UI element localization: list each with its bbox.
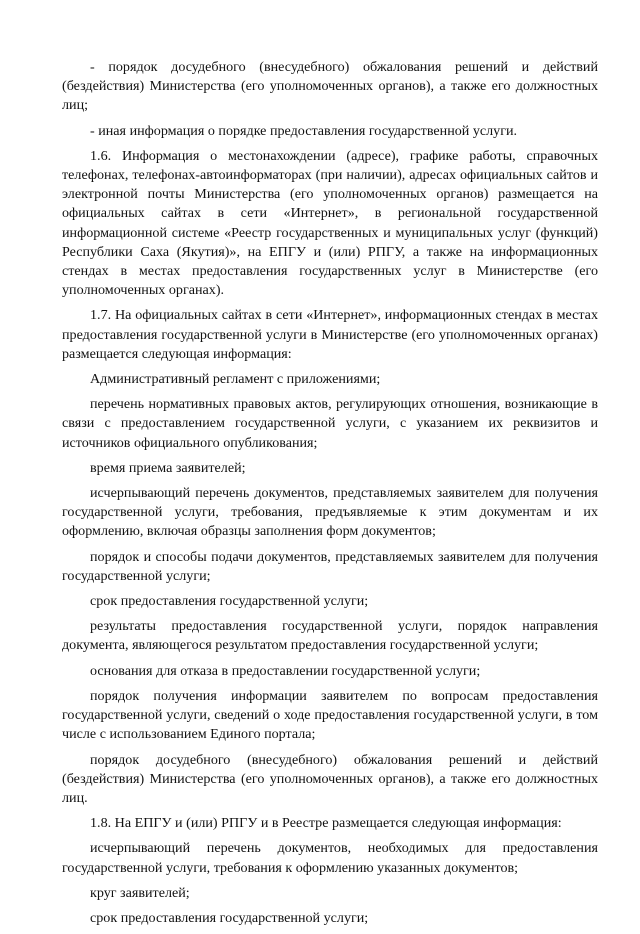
paragraph-1-8: 1.8. На ЕПГУ и (или) РПГУ и в Реестре размещается следующая информация: bbox=[90, 815, 562, 832]
paragraph-submission-methods: порядок и способы подачи документов, представляемых заявителем для получения государственной услуги; bbox=[62, 548, 598, 584]
paragraph-service-results: результаты предоставления государственной услуги, порядок направления документа, являющегося результатом предоставления государственной услуги; bbox=[62, 618, 598, 654]
paragraph-service-term-2: срок предоставления государственной услуги; bbox=[90, 909, 369, 926]
paragraph-service-term: срок предоставления государственной услуги; bbox=[90, 593, 369, 610]
paragraph-refusal-grounds: основания для отказа в предоставлении государственной услуги; bbox=[90, 662, 481, 679]
paragraph-info-procedure: порядок получения информации заявителем по вопросам предоставления государственной услуги, сведений о ходе предоставления государственной услуги, в том числе с использованием Единого портала; bbox=[62, 687, 598, 743]
paragraph-other-info: - иная информация о порядке предоставления государственной услуги. bbox=[90, 122, 518, 139]
paragraph-documents-list: исчерпывающий перечень документов, представляемых заявителем для получения государственной услуги, требования, предъявляемые к этим документам и их оформлению, включая образцы заполнения форм документов; bbox=[62, 485, 598, 540]
paragraph-appeal-procedure-2: порядок досудебного (внесудебного) обжалования решений и действий (бездействия) Министерства (его уполномоченных органов), а также его должностных лиц. bbox=[62, 751, 598, 806]
paragraph-1-7: 1.7. На официальных сайтах в сети «Интернет», информационных стендах в местах предоставления государственной услуги в Министерстве (его уполномоченных органах) размещается следующая информация: bbox=[62, 307, 598, 362]
paragraph-applicants: круг заявителей; bbox=[90, 884, 190, 901]
paragraph-1-6: 1.6. Информация о местонахождении (адресе), графике работы, справочных телефонах, телефонах-автоинформаторах (при наличии), адресах официальных сайтов и электронной почты Министерства (его уполномоченных органов) размещается на официальных сайтах в сети «Интернет», в региональной государственной информационной системе «Реестр государственных и муниципальных услуг (функций) Республики Саха (Якутия)», на ЕПГУ и (или) РПГУ, а также на информационных стендах в местах предоставления государственных услуг в Министерстве (его уполномоченных органах). bbox=[62, 147, 598, 299]
paragraph-appeal-procedure: - порядок досудебного (внесудебного) обжалования решений и действий (бездействия) Министерства (его уполномоченных органов), а также его должностных лиц; bbox=[62, 59, 598, 114]
paragraph-reception-time: время приема заявителей; bbox=[90, 459, 246, 476]
paragraph-admin-regulation: Административный регламент с приложениями; bbox=[90, 371, 381, 388]
paragraph-required-documents: исчерпывающий перечень документов, необходимых для предоставления государственной услуги, требования к оформлению указанных документов; bbox=[62, 840, 598, 876]
paragraph-legal-acts: перечень нормативных правовых актов, регулирующих отношения, возникающие в связи с предоставлением государственной услуги, с указанием их реквизитов и источников официального опубликования; bbox=[62, 396, 598, 451]
document-page bbox=[62, 58, 598, 934]
